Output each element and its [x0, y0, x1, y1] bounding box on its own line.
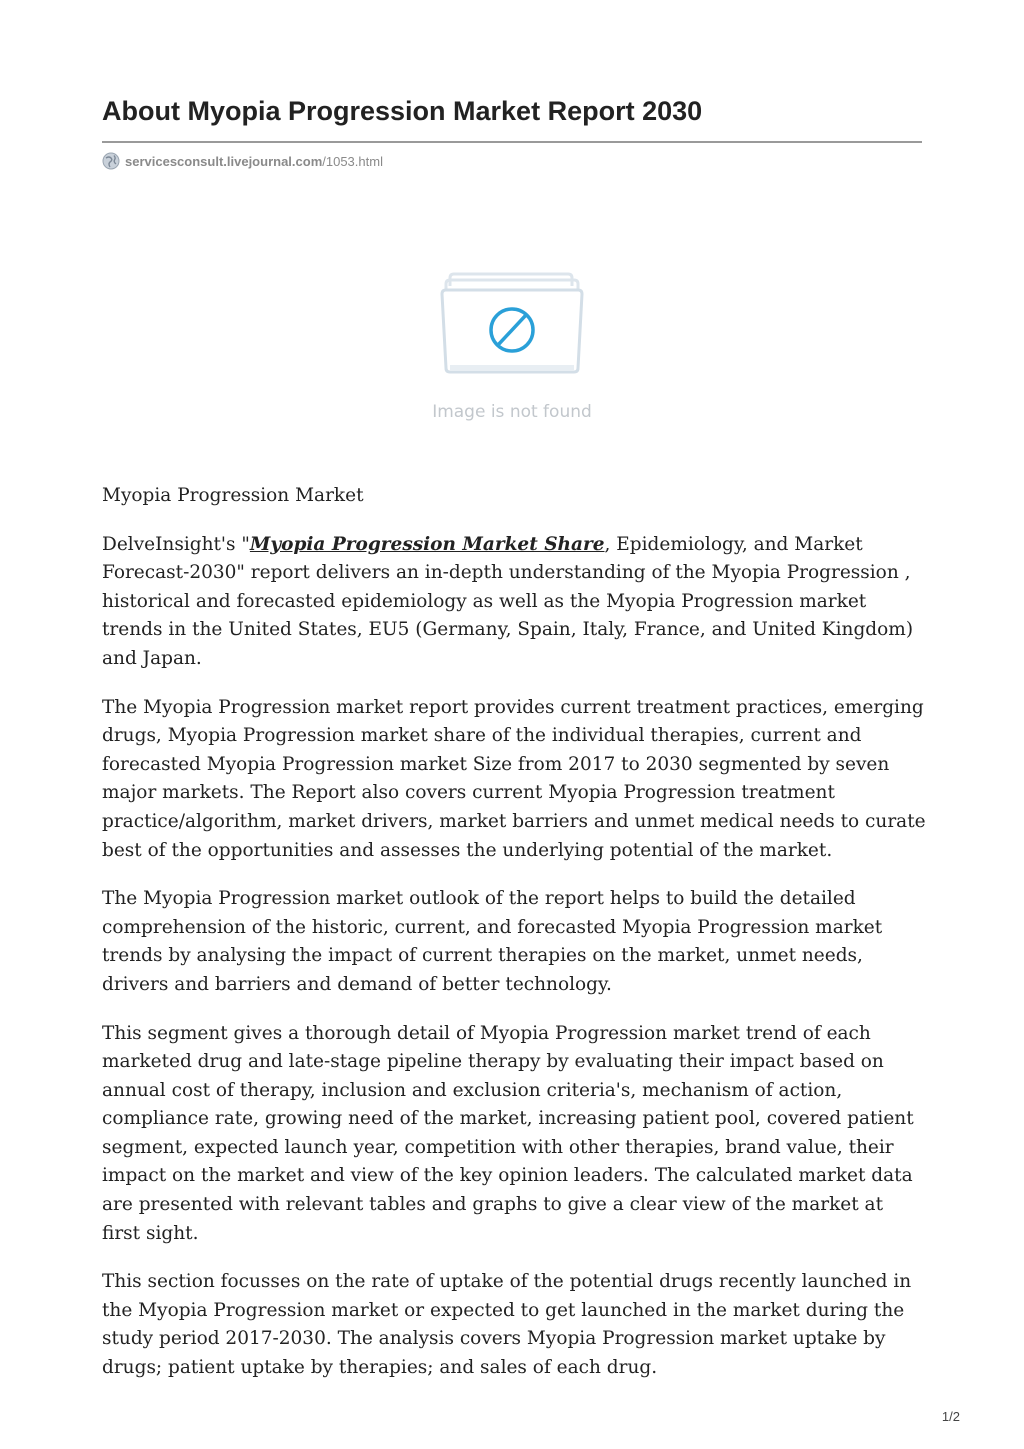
market-share-link[interactable]: Myopia Progression Market Share — [249, 533, 605, 555]
source-line — [102, 151, 383, 171]
broken-image-icon — [420, 268, 604, 388]
image-not-found-caption: Image is not found — [432, 402, 592, 422]
paragraph-market-outlook: The Myopia Progression market outlook of the report helps to build the detailed comprehension of the historic, current, and forecasted Myopia Progression market trends by analysing the impact of current therapies on the market, unmet needs, drivers and barriers and demand of better technology. — [102, 888, 883, 995]
page-title: About Myopia Progression Market Report 2030 — [102, 96, 703, 126]
page-number: 1/2 — [941, 1409, 960, 1424]
paragraph-uptake: This section focusses on the rate of uptake of the potential drugs recently launched in the Myopia Progression market or expected to get launched in the market during the study period 2017-2030. The analysis covers Myopia Progression market uptake by drugs; patient uptake by therapies; and sales of each drug. — [102, 1271, 912, 1379]
paragraph-intro-prefix: DelveInsight's " — [102, 533, 250, 555]
paragraph-report-scope: The Myopia Progression market report provides current treatment practices, emerging drugs, Myopia Progression market share of the individual therapies, current and forecasted Myopia Progression market Size from 2017 to 2030 segmented by seven major markets. The Report also covers current Myopia Progression treatment practice/algorithm, market drivers, market barriers and unmet medical needs to curate best of the opportunities and assesses the underlying potential of the market. — [102, 696, 926, 861]
article-heading: Myopia Progression Market — [102, 485, 364, 506]
globe-icon — [102, 152, 120, 170]
source-path-link[interactable]: /1053.html — [322, 153, 383, 169]
paragraph-intro — [102, 531, 926, 674]
title-divider — [102, 141, 922, 143]
paragraph-segment-detail: This segment gives a thorough detail of Myopia Progression market trend of each marketed drug and late-stage pipeline therapy by evaluating their impact based on annual cost of therapy, inclusion and exclusion criteria's, mechanism of action, compliance rate, growing need of the market, increasing patient pool, covered patient segment, expected launch year, competition with other therapies, brand value, their impact on the market and view of the key opinion leaders. The calculated market data are presented with relevant tables and graphs to give a clear view of the market at first sight. — [102, 1022, 914, 1244]
image-placeholder — [420, 268, 604, 438]
paragraph-intro-suffix: , Epidemiology, and Market Forecast-2030" report delivers an in-depth understanding of the Myopia Progression , historical and forecasted epidemiology as well as the Myopia Progression market trends in the United States, EU5 (Germany, Spain, Italy, France, and United Kingdom) and Japan. — [102, 533, 914, 669]
article-body — [102, 482, 926, 1403]
source-domain-link[interactable]: servicesconsult.livejournal.com — [125, 153, 323, 169]
